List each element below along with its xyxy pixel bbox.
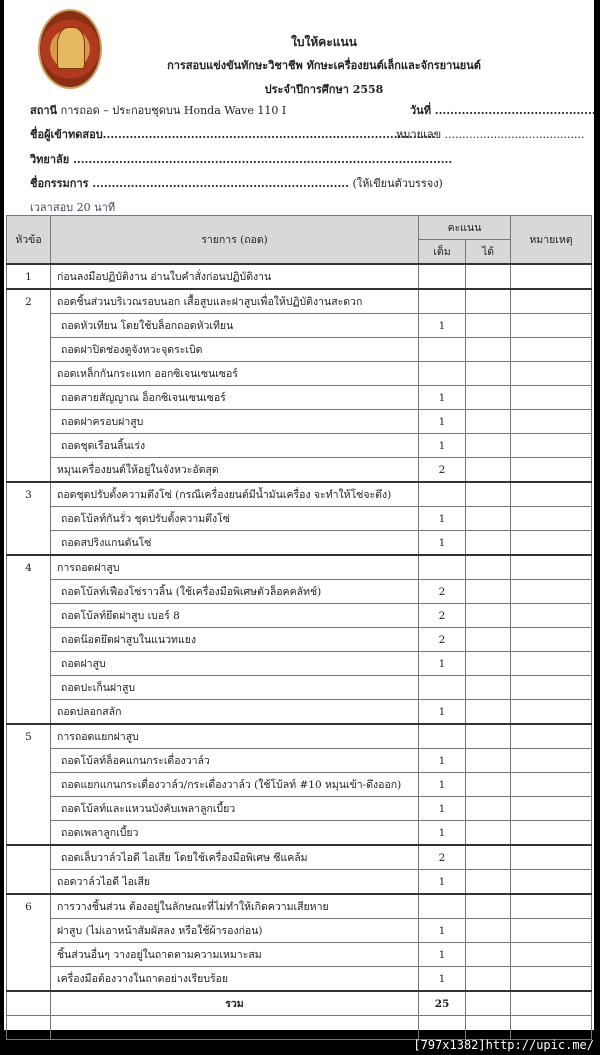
table-row	[7, 700, 592, 725]
row-full-score: 1	[419, 652, 466, 676]
row-remark[interactable]	[511, 821, 592, 846]
row-remark[interactable]	[511, 314, 592, 338]
row-number	[7, 652, 51, 676]
row-full-score: 1	[419, 919, 466, 943]
row-full-score: 1	[419, 773, 466, 797]
row-number: 4	[7, 555, 51, 580]
row-item: การถอดฝาสูบ	[51, 555, 419, 580]
committee-field: ชื่อกรรมการ ...................................................................	[30, 177, 349, 190]
committee-note: (ให้เขียนตัวบรรจง)	[352, 177, 443, 190]
row-item: เครื่องมือต้องวางในถาดอย่างเรียบร้อย	[51, 967, 419, 992]
table-row	[7, 580, 592, 604]
date-field: วันที่ ..........................................	[410, 104, 596, 117]
table-row	[7, 845, 592, 870]
row-remark[interactable]	[511, 628, 592, 652]
row-full-score: 1	[419, 821, 466, 846]
blank-row	[7, 1016, 592, 1040]
row-got-score[interactable]	[466, 724, 511, 749]
row-full-score	[419, 555, 466, 580]
number-field: หมายเลข ........................................	[396, 128, 585, 141]
row-number	[7, 700, 51, 725]
station-value: การถอด – ประกอบชุดบน Honda Wave 110 I	[60, 104, 287, 117]
row-item: ถอดเพลาลูกเบี้ยว	[51, 821, 419, 846]
row-full-score: 1	[419, 700, 466, 725]
row-item: การถอดแยกฝาสูบ	[51, 724, 419, 749]
row-got-score[interactable]	[466, 338, 511, 362]
row-number	[7, 797, 51, 821]
row-got-score[interactable]	[466, 967, 511, 992]
row-got-score[interactable]	[466, 845, 511, 870]
row-got-score[interactable]	[466, 264, 511, 289]
row-number	[7, 845, 51, 870]
row-got-score[interactable]	[466, 410, 511, 434]
station-label: สถานี	[30, 104, 58, 117]
row-full-score	[419, 724, 466, 749]
row-item: ถอดชุดปรับตั้งความตึงโซ่ (กรณีเครื่องยนต์มีน้ำมันเครื่อง จะทำให้โซ่จะตึง)	[51, 482, 419, 507]
row-full-score: 1	[419, 749, 466, 773]
row-item: ถอดสายสัญญาณ อ็อกซิเจนเซนเซอร์	[51, 386, 419, 410]
table-row	[7, 289, 592, 314]
row-remark[interactable]	[511, 724, 592, 749]
row-number: 6	[7, 894, 51, 919]
row-got-score[interactable]	[466, 821, 511, 846]
table-row	[7, 967, 592, 992]
row-number	[7, 943, 51, 967]
table-row	[7, 434, 592, 458]
row-full-score: 1	[419, 314, 466, 338]
row-got-score[interactable]	[466, 870, 511, 895]
row-got-score[interactable]	[466, 482, 511, 507]
row-number	[7, 434, 51, 458]
row-got-score[interactable]	[466, 386, 511, 410]
row-got-score[interactable]	[466, 628, 511, 652]
row-got-score[interactable]	[466, 676, 511, 700]
row-got-score[interactable]	[466, 555, 511, 580]
row-item: ถอดฝาครอบฝาสูบ	[51, 410, 419, 434]
row-remark[interactable]	[511, 676, 592, 700]
total-value: 25	[419, 991, 466, 1016]
row-number	[7, 628, 51, 652]
table-row	[7, 458, 592, 483]
row-item: ถอดเล็บวาล์วไอดี ไอเสีย โดยใช้เครื่องมือพิเศษ ซีแคล้ม	[51, 845, 419, 870]
total-no	[7, 991, 51, 1016]
academic-year: ประจำปีการศึกษา 2558	[264, 83, 384, 96]
row-remark[interactable]	[511, 289, 592, 314]
total-remark[interactable]	[511, 991, 592, 1016]
blank-cell	[7, 1016, 51, 1040]
watermark: [797x1382]http://upic.me/	[413, 1038, 594, 1052]
row-number	[7, 749, 51, 773]
row-full-score	[419, 482, 466, 507]
row-full-score: 2	[419, 458, 466, 483]
row-item: หมุนเครื่องยนต์ให้อยู่ในจังหวะอัดสุด	[51, 458, 419, 483]
row-number	[7, 507, 51, 531]
row-number	[7, 821, 51, 846]
table-row	[7, 507, 592, 531]
header-no: หัวข้อ	[7, 216, 51, 265]
row-got-score[interactable]	[466, 314, 511, 338]
table-row	[7, 386, 592, 410]
row-remark[interactable]	[511, 362, 592, 386]
row-number: 5	[7, 724, 51, 749]
row-full-score: 2	[419, 845, 466, 870]
row-item: ถอดชิ้นส่วนบริเวณรอบนอก เสื้อสูบและฝาสูบเพื่อให้ปฏิบัติงานสะดวก	[51, 289, 419, 314]
row-item: ฝาสูบ (ไม่เอาหน้าสัมผัสลง หรือใช้ผ้ารองก่อน)	[51, 919, 419, 943]
row-number	[7, 458, 51, 483]
row-got-score[interactable]	[466, 773, 511, 797]
row-remark[interactable]	[511, 555, 592, 580]
row-got-score[interactable]	[466, 797, 511, 821]
row-number	[7, 870, 51, 895]
row-full-score: 1	[419, 531, 466, 556]
row-number	[7, 967, 51, 992]
row-got-score[interactable]	[466, 943, 511, 967]
row-item: ถอดสปริงแกนดันโซ่	[51, 531, 419, 556]
table-row	[7, 604, 592, 628]
score-table	[6, 215, 592, 1040]
row-number	[7, 773, 51, 797]
row-full-score: 1	[419, 870, 466, 895]
table-row	[7, 531, 592, 556]
table-row	[7, 362, 592, 386]
row-got-score[interactable]	[466, 531, 511, 556]
table-row	[7, 264, 592, 289]
row-item: ถอดปลอกสลัก	[51, 700, 419, 725]
row-full-score	[419, 289, 466, 314]
row-remark[interactable]	[511, 434, 592, 458]
row-number: 2	[7, 289, 51, 314]
row-full-score: 1	[419, 410, 466, 434]
row-remark[interactable]	[511, 967, 592, 992]
row-full-score	[419, 362, 466, 386]
row-got-score[interactable]	[466, 894, 511, 919]
row-got-score[interactable]	[466, 700, 511, 725]
row-remark[interactable]	[511, 652, 592, 676]
row-got-score[interactable]	[466, 919, 511, 943]
row-item: ชิ้นส่วนอื่นๆ วางอยู่ในถาดตามความเหมาะสม	[51, 943, 419, 967]
row-item: ถอดโบ้ลท์เฟืองโซ่ราวลิ้น (ใช้เครื่องมือพิเศษตัวล็อคคลัทช์)	[51, 580, 419, 604]
row-number	[7, 919, 51, 943]
row-item: ถอดฝาปิดช่องดูจังหวะจุดระเบิด	[51, 338, 419, 362]
competition-title: การสอบแข่งขันทักษะวิชาชีพ ทักษะเครื่องยนต์เล็กและจักรยานยนต์	[167, 59, 481, 72]
row-remark[interactable]	[511, 919, 592, 943]
row-got-score[interactable]	[466, 507, 511, 531]
row-got-score[interactable]	[466, 289, 511, 314]
row-number: 3	[7, 482, 51, 507]
row-full-score: 1	[419, 797, 466, 821]
table-row	[7, 943, 592, 967]
total-label: รวม	[51, 991, 419, 1016]
row-item: ถอดฝาสูบ	[51, 652, 419, 676]
row-number	[7, 410, 51, 434]
row-remark[interactable]	[511, 797, 592, 821]
sheet-title: ใบให้คะแนน	[291, 35, 357, 49]
row-remark[interactable]	[511, 580, 592, 604]
table-row	[7, 894, 592, 919]
row-item: การวางชิ้นส่วน ต้องอยู่ในลักษณะที่ไม่ทำให้เกิดความเสียหาย	[51, 894, 419, 919]
row-full-score: 1	[419, 967, 466, 992]
row-full-score: 1	[419, 943, 466, 967]
row-remark[interactable]	[511, 749, 592, 773]
row-full-score: 1	[419, 434, 466, 458]
blank-cell	[51, 1016, 419, 1040]
header-score: คะแนน	[419, 216, 511, 240]
row-full-score	[419, 264, 466, 289]
row-full-score	[419, 676, 466, 700]
row-remark[interactable]	[511, 386, 592, 410]
examinee-name-field: ชื่อผู้เข้าทดสอบ.......................................................................................	[30, 128, 436, 141]
table-row	[7, 749, 592, 773]
table-row	[7, 773, 592, 797]
row-full-score	[419, 338, 466, 362]
row-item: ถอดชุดเรือนลิ้นเร่ง	[51, 434, 419, 458]
row-number	[7, 531, 51, 556]
row-remark[interactable]	[511, 507, 592, 531]
row-remark[interactable]	[511, 264, 592, 289]
row-number	[7, 604, 51, 628]
row-number	[7, 580, 51, 604]
row-item: ถอดโบ้ลท์ล็อคแกนกระเดื่องวาล์ว	[51, 749, 419, 773]
header-item: รายการ (ถอด)	[51, 216, 419, 265]
row-remark[interactable]	[511, 943, 592, 967]
table-row	[7, 797, 592, 821]
table-row	[7, 482, 592, 507]
row-got-score[interactable]	[466, 604, 511, 628]
row-item: ถอดหัวเทียน โดยใช้บล็อกถอดหัวเทียน	[51, 314, 419, 338]
exam-time: เวลาสอบ 20 นาที	[30, 201, 116, 214]
row-number	[7, 338, 51, 362]
table-row	[7, 919, 592, 943]
table-row	[7, 628, 592, 652]
table-row	[7, 410, 592, 434]
row-item: ถอดโบ้ลท์และแหวนบังคับเพลาลูกเบี้ยว	[51, 797, 419, 821]
header-got: ได้	[466, 240, 511, 265]
row-remark[interactable]	[511, 604, 592, 628]
row-got-score[interactable]	[466, 749, 511, 773]
row-full-score: 2	[419, 604, 466, 628]
header-full: เต็ม	[419, 240, 466, 265]
table-row	[7, 870, 592, 895]
row-number	[7, 386, 51, 410]
table-row	[7, 724, 592, 749]
row-item: ถอดปะเก็นฝาสูบ	[51, 676, 419, 700]
row-remark[interactable]	[511, 482, 592, 507]
row-full-score	[419, 894, 466, 919]
row-item: ถอดแยกแกนกระเดื่องวาล์ว/กระเดื่องวาล์ว (ใช้โบ้ลท์ #10 หมุนเข้า-ดึงออก)	[51, 773, 419, 797]
row-got-score[interactable]	[466, 434, 511, 458]
row-remark[interactable]	[511, 773, 592, 797]
blank-cell	[466, 1016, 511, 1040]
row-remark[interactable]	[511, 531, 592, 556]
row-full-score: 1	[419, 386, 466, 410]
table-row	[7, 652, 592, 676]
table-row	[7, 314, 592, 338]
row-number: 1	[7, 264, 51, 289]
row-remark[interactable]	[511, 410, 592, 434]
row-remark[interactable]	[511, 458, 592, 483]
row-item: ถอดเหล็กกันกระแทก ออกซิเจนเซนเซอร์	[51, 362, 419, 386]
row-full-score: 2	[419, 628, 466, 652]
total-row	[7, 991, 592, 1016]
table-row	[7, 821, 592, 846]
row-item: ถอดวาล์วไอดี ไอเสีย	[51, 870, 419, 895]
row-number	[7, 676, 51, 700]
row-remark[interactable]	[511, 845, 592, 870]
row-item: ก่อนลงมือปฏิบัติงาน อ่านใบคำสั่งก่อนปฏิบัติงาน	[51, 264, 419, 289]
row-item: ถอดโบ้ลท์กันรั่ว ชุดปรับตั้งความตึงโซ่	[51, 507, 419, 531]
row-full-score: 2	[419, 580, 466, 604]
blank-cell	[511, 1016, 592, 1040]
row-item: ถอดโบ้ลท์ยึดฝาสูบ เบอร์ 8	[51, 604, 419, 628]
row-number	[7, 362, 51, 386]
blank-cell	[419, 1016, 466, 1040]
score-sheet-page	[4, 0, 594, 1030]
row-got-score[interactable]	[466, 458, 511, 483]
row-got-score[interactable]	[466, 580, 511, 604]
row-remark[interactable]	[511, 870, 592, 895]
college-field: วิทยาลัย ...................................................................................................	[30, 153, 453, 166]
row-number	[7, 314, 51, 338]
row-remark[interactable]	[511, 894, 592, 919]
row-full-score: 1	[419, 507, 466, 531]
total-got[interactable]	[466, 991, 511, 1016]
row-remark[interactable]	[511, 700, 592, 725]
row-remark[interactable]	[511, 338, 592, 362]
table-row	[7, 338, 592, 362]
table-row	[7, 555, 592, 580]
row-got-score[interactable]	[466, 652, 511, 676]
row-item: ถอดน๊อตยึดฝาสูบในแนวทแยง	[51, 628, 419, 652]
header-remark: หมายเหตุ	[511, 216, 592, 265]
table-row	[7, 676, 592, 700]
row-got-score[interactable]	[466, 362, 511, 386]
